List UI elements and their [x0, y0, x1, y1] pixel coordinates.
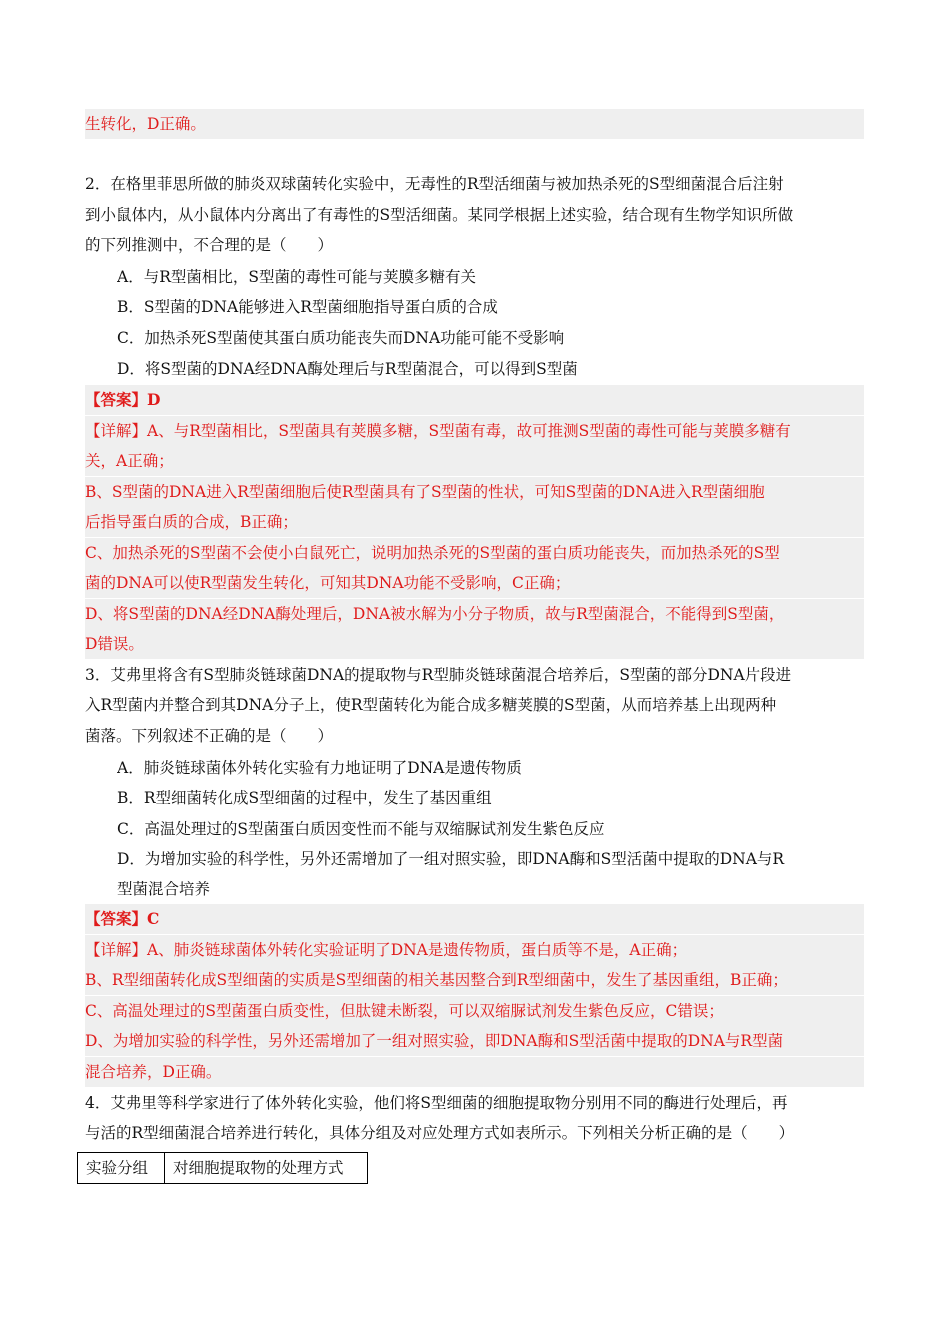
q3-option-a: A．肺炎链球菌体外转化实验有力地证明了DNA是遗传物质	[117, 759, 522, 777]
q3-detail-line-2: B、R型细菌转化成S型细菌的实质是S型细菌的相关基因整合到R型细菌中，发生了基因重组，B正确；	[85, 965, 864, 995]
q2-detail-line-5: C、加热杀死的S型菌不会使小白鼠死亡，说明加热杀死的S型菌的蛋白质功能丧失，而加热杀死的S型	[85, 538, 864, 568]
q2-option-a: A．与R型菌相比，S型菌的毒性可能与荚膜多糖有关	[117, 268, 476, 286]
q2-stem-line-2: 到小鼠体内，从小鼠体内分离出了有毒性的S型活细菌。某同学根据上述实验，结合现有生物学知识所做	[85, 206, 794, 224]
q2-option-b: B．S型菌的DNA能够进入R型菌细胞指导蛋白质的合成	[117, 298, 498, 316]
q3-detail-line-5: 混合培养，D正确。	[85, 1057, 864, 1087]
q3-stem-line-1: 3．艾弗里将含有S型肺炎链球菌DNA的提取物与R型肺炎链球菌混合培养后，S型菌的部分DNA片段进	[85, 666, 792, 684]
q2-answer: 【答案】D	[85, 385, 864, 415]
table-header-group: 实验分组	[78, 1153, 165, 1184]
q3-answer: 【答案】C	[85, 904, 864, 934]
q3-option-d-line-1: D．为增加实验的科学性，另外还需增加了一组对照实验，即DNA酶和S型活菌中提取的DNA与R	[117, 850, 785, 868]
q4-stem-line-1: 4．艾弗里等科学家进行了体外转化实验，他们将S型细菌的细胞提取物分别用不同的酶进行处理后，再	[85, 1094, 788, 1112]
q3-option-b: B．R型细菌转化成S型细菌的过程中，发生了基因重组	[117, 789, 492, 807]
q3-stem-line-3: 菌落。下列叙述不正确的是（ ）	[85, 727, 334, 745]
q2-stem-line-3: 的下列推测中，不合理的是（ ）	[85, 236, 334, 254]
q2-option-c: C．加热杀死S型菌使其蛋白质功能丧失而DNA功能可能不受影响	[117, 329, 565, 347]
q2-detail-line-8: D错误。	[85, 629, 864, 659]
q4-stem-line-2: 与活的R型细菌混合培养进行转化，具体分组及对应处理方式如表所示。下列相关分析正确的是（ ）	[85, 1124, 795, 1142]
table-header-row	[78, 1153, 368, 1184]
q3-stem-line-2: 入R型菌内并整合到其DNA分子上，使R型菌转化为能合成多糖荚膜的S型菌，从而培养基上出现两种	[85, 696, 777, 714]
q2-detail-line-7: D、将S型菌的DNA经DNA酶处理后，DNA被水解为小分子物质，故与R型菌混合，不能得到S型菌，	[85, 599, 864, 629]
q2-stem-line-1: 2．在格里菲思所做的肺炎双球菌转化实验中，无毒性的R型活细菌与被加热杀死的S型细菌混合后注射	[85, 175, 784, 193]
q4-table	[77, 1152, 368, 1184]
q2-detail-line-2: 关，A正确；	[85, 446, 864, 476]
q3-option-c: C．高温处理过的S型菌蛋白质因变性而不能与双缩脲试剂发生紫色反应	[117, 820, 605, 838]
q2-option-d: D．将S型菌的DNA经DNA酶处理后与R型菌混合，可以得到S型菌	[117, 360, 578, 378]
q3-detail-line-1: 【详解】A、肺炎链球菌体外转化实验证明了DNA是遗传物质，蛋白质等不是，A正确；	[85, 935, 864, 965]
q2-detail-line-6: 菌的DNA可以使R型菌发生转化，可知其DNA功能不受影响，C正确；	[85, 568, 864, 598]
prev-detail-tail: 生转化，D正确。	[85, 109, 864, 139]
table-header-treatment: 对细胞提取物的处理方式	[165, 1153, 368, 1184]
q3-detail-line-3: C、高温处理过的S型菌蛋白质变性，但肽键未断裂，可以双缩脲试剂发生紫色反应，C错误；	[85, 996, 864, 1026]
q2-detail-line-4: 后指导蛋白质的合成，B正确；	[85, 507, 864, 537]
q2-detail-line-1: 【详解】A、与R型菌相比，S型菌具有荚膜多糖，S型菌有毒，故可推测S型菌的毒性可能与荚膜多糖有	[85, 416, 864, 446]
q3-detail-line-4: D、为增加实验的科学性，另外还需增加了一组对照实验，即DNA酶和S型活菌中提取的DNA与R型菌	[85, 1026, 864, 1056]
q3-option-d-line-2: 型菌混合培养	[117, 880, 211, 898]
q2-detail-line-3: B、S型菌的DNA进入R型菌细胞后使R型菌具有了S型菌的性状，可知S型菌的DNA进入R型菌细胞	[85, 477, 864, 507]
